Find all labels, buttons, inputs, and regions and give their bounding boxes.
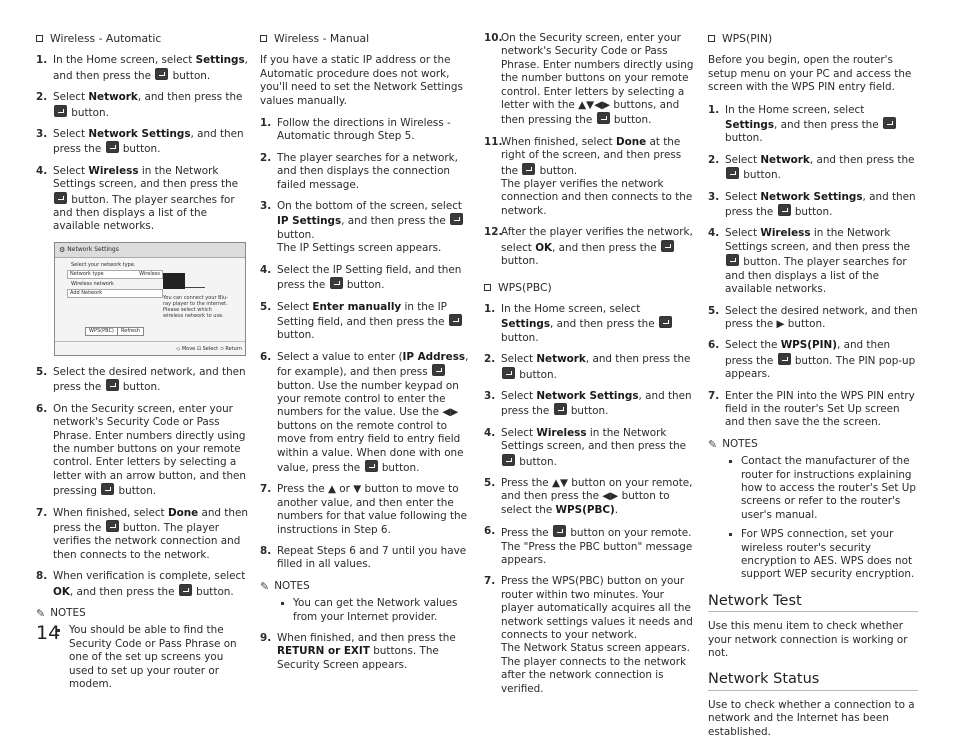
network-status-text: Use to check whether a connection to a network and the Internet has been established. — [708, 698, 915, 738]
step-7: 7. Press the ▲ or ▼ button to move to another value, and then enter the numbers for that value following the instructions in Step 6. — [260, 483, 468, 536]
step-4: 4. Select the IP Setting field, and then press the button. — [260, 263, 462, 292]
section-heading-network-test: Network Test — [708, 595, 918, 612]
column-2 — [260, 32, 472, 680]
step-3: 3. Select Network Settings, and then press the button. — [484, 389, 692, 418]
steps-wireless-manual-end — [484, 32, 694, 269]
screenshot-network-type-row: Network type Wireless — [67, 270, 163, 279]
column-3 — [484, 32, 694, 704]
section-heading-wireless-automatic: Wireless - Automatic — [36, 32, 248, 45]
enter-button-icon — [155, 68, 168, 80]
enter-button-icon — [450, 213, 463, 225]
notes-heading: ✎ NOTES — [36, 606, 86, 620]
step-6: 6. Select a value to enter (IP Address, for example), and then press button. Use the number keypad on your remote control to enter the numbers for the value. Use the ◀▶ buttons on the remote control to move from entry field to entry field within a value. When done with one value, press the button. — [260, 350, 469, 474]
notes-heading: ✎ NOTES — [708, 437, 758, 451]
step-7: 7. Enter the PIN into the WPS PIN entry field in the router's Set Up screen and then save the the screen. — [708, 389, 915, 429]
section-heading-network-status: Network Status — [708, 673, 918, 690]
enter-button-icon — [330, 277, 343, 289]
note-item: You can get the Network values from your Internet provider. — [260, 597, 472, 624]
step-1: 1. In the Home screen, select Settings, and then press the button. — [36, 54, 248, 82]
square-bullet-icon — [484, 284, 491, 291]
enter-button-icon — [554, 403, 567, 415]
steps-wps-pbc — [484, 303, 694, 696]
note-item: For WPS connection, set your wireless router's security encryption to AES. WPS does not support WEP security encryption. — [708, 528, 918, 582]
notes-list — [708, 455, 918, 582]
screenshot-info-text: You can connect your Blu-ray player to the internet. Please select which wireless network to use. — [163, 294, 228, 319]
step-5: 5. Select Enter manually in the IP Setting field, and then press the button. — [260, 301, 472, 343]
step-8: 8. Repeat Steps 6 and 7 until you have filled in all values. — [260, 545, 467, 571]
pencil-icon: ✎ — [708, 437, 718, 451]
enter-button-icon — [54, 192, 67, 204]
step-3: 3. Select Network Settings, and then press the button. — [36, 128, 244, 156]
steps-wps-pin — [708, 104, 918, 430]
step-3: 3. On the bottom of the screen, select IP Settings, and then press the button. The IP Settings screen appears. — [260, 200, 462, 255]
step-3: 3. Select Network Settings, and then press the button. — [708, 190, 916, 219]
step-8: 8. When verification is complete, select OK, and then press the button. — [36, 570, 246, 598]
screenshot-add-network-row: Add Network — [67, 289, 163, 298]
screenshot-footer: ◇ Move ⊡ Select ⊃ Return — [176, 345, 242, 352]
step-1: 1. Follow the directions in Wireless - Automatic through Step 5. — [260, 117, 451, 143]
step-12: 12. After the player verifies the network, select OK, and then press the button. — [484, 226, 693, 268]
screenshot-title-bar: ⚙ Network Settings — [55, 243, 245, 258]
wps-pin-intro: Before you begin, open the router's setup menu on your PC and access the screen with the WPS PIN entry field. — [708, 54, 912, 94]
step-2: 2. Select Network, and then press the button. — [708, 153, 915, 182]
network-test-text: Use this menu item to check whether your network connection is working or not. — [708, 620, 908, 660]
step-10: 10. On the Security screen, enter your network's Security Code or Pass Phrase. Enter numbers directly using the number buttons on your remote control. Enter letters by selecting a letter with the ▲▼◀▶ buttons, and then pressing the button. — [484, 32, 694, 127]
square-bullet-icon — [36, 35, 43, 42]
note-item: You should be able to find the Security Code or Pass Phrase on one of the set up screens you used to set up your router or modem. — [36, 624, 248, 691]
enter-button-icon — [101, 483, 114, 495]
steps-wireless-manual-cont — [260, 632, 472, 672]
enter-button-icon — [502, 454, 515, 466]
section-heading-wps-pbc: WPS(PBC) — [484, 281, 694, 294]
pencil-icon: ✎ — [36, 606, 46, 620]
enter-button-icon — [106, 379, 119, 391]
step-7: 7. Press the WPS(PBC) button on your router within two minutes. Your player automatically acquires all the network settings values it needs and connects to your network. The Network Status screen appears. The player connects to the network after the network connection is verified. — [484, 575, 693, 695]
screenshot-refresh-button: Refresh — [117, 327, 144, 336]
square-bullet-icon — [708, 35, 715, 42]
enter-button-icon — [883, 117, 896, 129]
step-9: 9. When finished, and then press the RETURN or EXIT buttons. The Security Screen appears. — [260, 632, 456, 671]
enter-button-icon — [553, 525, 566, 537]
enter-button-icon — [365, 460, 378, 472]
step-2: 2. The player searches for a network, and then displays the connection failed message. — [260, 151, 458, 191]
step-5: 5. Press the ▲▼ button on your remote, and then press the ◀▶ button to select the WPS(PBC). — [484, 476, 693, 516]
step-6: 6. On the Security screen, enter your network's Security Code or Pass Phrase. Enter numbers directly using the number buttons on your remote control. Enter letters by selecting a letter with an arrow button, and then pressing button. — [36, 402, 247, 498]
step-2: 2. Select Network, and then press the button. — [484, 353, 691, 381]
enter-button-icon — [726, 254, 739, 266]
steps-wireless-automatic-cont — [36, 366, 248, 599]
pencil-icon: ✎ — [260, 579, 270, 593]
screenshot-wps-button: WPS(PBC) — [85, 327, 118, 336]
step-5: 5. Select the desired network, and then press the ▶ button. — [708, 304, 918, 330]
step-1: 1. In the Home screen, select Settings, and then press the button. — [708, 104, 918, 146]
step-4: 4. Select Wireless in the Network Settings screen, and then press the button. The player searches for and then displays a list of the available networks. — [36, 164, 239, 233]
step-4: 4. Select Wireless in the Network Settings screen, and then press the button. — [484, 426, 687, 468]
note-item: Contact the manufacturer of the router for instructions explaining how to access the router's Set Up screens or refer to the router's user's manual. — [708, 455, 918, 522]
enter-button-icon — [778, 353, 791, 365]
enter-button-icon — [54, 105, 67, 117]
step-6: 6. Press the button on your remote. The "Press the PBC button" message appears. — [484, 525, 693, 566]
screenshot-wireless-label: Wireless network — [71, 280, 114, 287]
tv-icon — [163, 273, 185, 289]
step-11: 11. When finished, select Done at the right of the screen, and then press the button. The player verifies the network connection and then connects to the network. — [484, 135, 693, 217]
enter-button-icon — [522, 163, 535, 175]
steps-wireless-automatic — [36, 54, 248, 233]
network-settings-screenshot — [54, 242, 246, 356]
enter-button-icon — [449, 314, 462, 326]
enter-button-icon — [726, 167, 739, 179]
column-1 — [36, 32, 248, 699]
step-7: 7. When finished, select Done and then press the button. The player verifies the network connection and then connects to the network. — [36, 506, 248, 561]
step-1: 1. In the Home screen, select Settings, and then press the button. — [484, 303, 694, 345]
enter-button-icon — [659, 316, 672, 328]
steps-wireless-manual — [260, 117, 472, 572]
gear-icon: ⚙ — [59, 245, 66, 254]
section-heading-wireless-manual: Wireless - Manual — [260, 32, 472, 45]
column-4 — [708, 32, 918, 748]
cable-icon — [185, 287, 205, 288]
notes-heading: ✎ NOTES — [260, 579, 310, 593]
enter-button-icon — [432, 364, 445, 376]
step-5: 5. Select the desired network, and then press the button. — [36, 365, 246, 394]
enter-button-icon — [778, 204, 791, 216]
square-bullet-icon — [260, 35, 267, 42]
step-2: 2. Select Network, and then press the button. — [36, 91, 243, 119]
section-heading-wps-pin: WPS(PIN) — [708, 32, 918, 45]
enter-button-icon — [106, 520, 119, 532]
enter-button-icon — [597, 112, 610, 124]
manual-intro: If you have a static IP address or the Automatic procedure does not work, you'll need to set the Network Settings values manually. — [260, 54, 463, 107]
step-6: 6. Select the WPS(PIN), and then press the button. The PIN pop-up appears. — [708, 339, 916, 381]
page-number: 14 — [36, 622, 61, 644]
notes-list — [260, 597, 472, 624]
step-4: 4. Select Wireless in the Network Settings screen, and then press the button. The player searches for and then displays a list of the available networks. — [708, 227, 911, 296]
screenshot-prompt: Select your network type. — [71, 261, 136, 268]
enter-button-icon — [502, 367, 515, 379]
enter-button-icon — [106, 141, 119, 153]
enter-button-icon — [661, 240, 674, 252]
notes-list — [36, 624, 248, 691]
enter-button-icon — [179, 584, 192, 596]
